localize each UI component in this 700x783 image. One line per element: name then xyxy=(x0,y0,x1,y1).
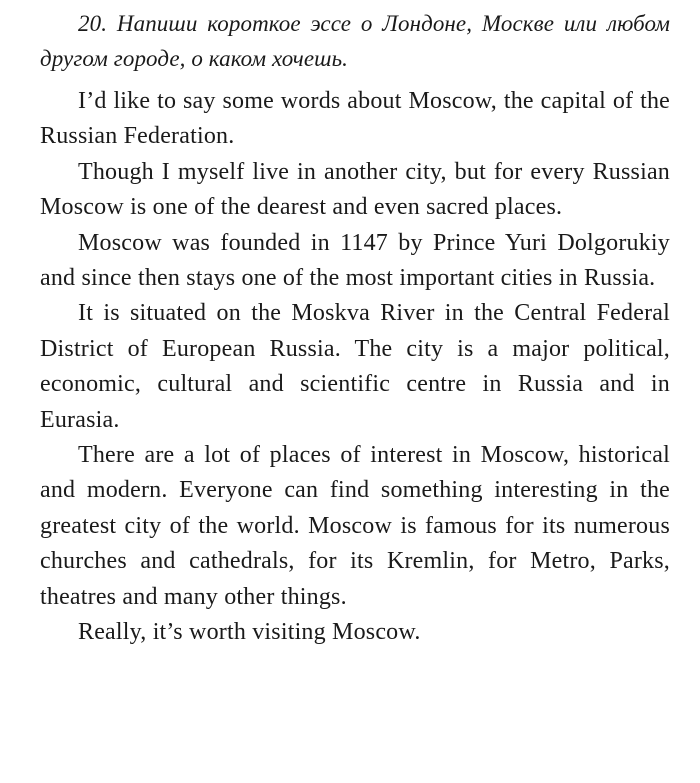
essay-paragraph-4: It is situated on the Moskva River in the Central Federal District of European Russia. The city is a major political, economic, cultural and scientific centre in Russia and in Eurasia. xyxy=(40,300,670,433)
essay-paragraph-1: I’d like to say some words about Moscow, the capital of the Russian Federation. xyxy=(40,88,670,150)
essay-paragraph-3: Moscow was founded in 1147 by Prince Yuri Dolgorukiy and since then stays one of the most important cities in Russia. xyxy=(40,229,670,292)
task-text: Напиши короткое эссе о Лондоне, Москве или любом другом городе, о каком хочешь. xyxy=(40,11,670,71)
essay-paragraph-2: Though I myself live in another city, but for every Russian Moscow is one of the dearest and even sacred places. xyxy=(40,158,670,221)
task-number: 20. xyxy=(78,11,108,36)
task-instruction xyxy=(40,6,670,76)
essay-paragraph-5: There are a lot of places of interest in Moscow, historical and modern. Everyone can find something interesting in the greatest city of the world. Moscow is famous for its numerous churches and cathedrals, for its Kremlin, for Metro, Parks, theatres and many other things. xyxy=(40,442,670,610)
essay-body xyxy=(40,84,670,651)
document-page xyxy=(40,6,670,651)
essay-paragraph-6: Really, it’s worth visiting Moscow. xyxy=(78,619,421,646)
